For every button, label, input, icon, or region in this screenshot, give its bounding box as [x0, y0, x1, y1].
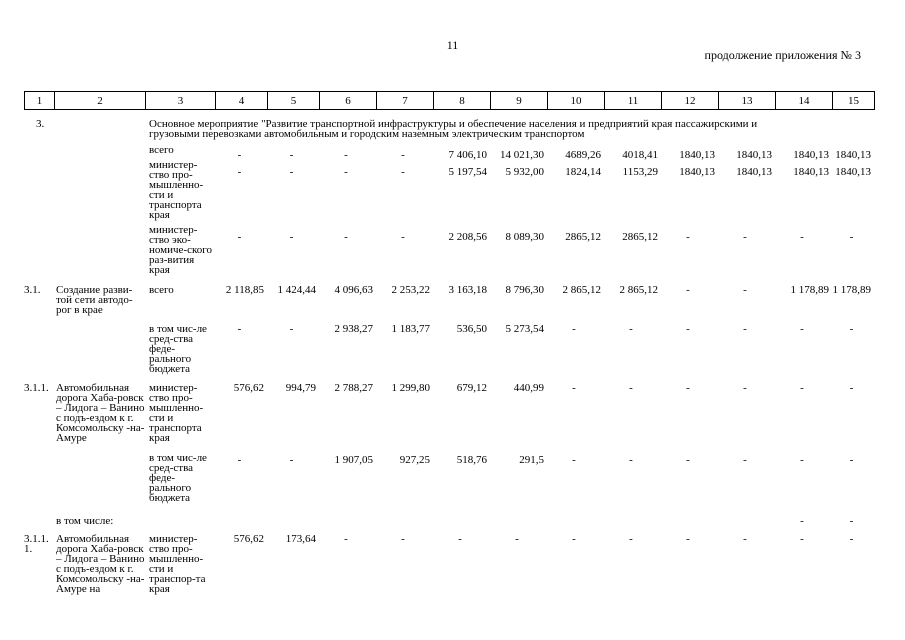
row-number: 3.1.1. — [24, 382, 49, 394]
value-cell: 2 253,22 — [391, 284, 430, 296]
value-cell: 4018,41 — [622, 149, 658, 161]
value-cell: 440,99 — [513, 382, 544, 394]
value-cell: - — [743, 284, 747, 296]
header-col: 9 — [491, 92, 548, 110]
value-cell: - — [849, 231, 854, 243]
funding-label: министер-ство про-мышленно-сти и транспорта края — [149, 382, 204, 444]
value-cell: - — [289, 231, 294, 243]
value-cell: - — [849, 454, 854, 466]
funding-label: всего — [149, 284, 174, 296]
value-cell: 576,62 — [233, 533, 264, 545]
row-number: 3.1.1. 1. — [24, 533, 49, 555]
value-cell: - — [344, 533, 348, 545]
funding-label: министер-ство эко-номиче-ского раз-вития края — [149, 224, 213, 276]
funding-label: всего — [149, 144, 174, 156]
value-cell: - — [743, 231, 747, 243]
header-col: 2 — [55, 92, 146, 110]
value-cell: 1 178,89 — [832, 284, 871, 296]
value-cell: - — [344, 149, 348, 161]
value-cell: 1 178,89 — [790, 284, 829, 296]
value-cell: - — [289, 323, 294, 335]
header-col: 12 — [662, 92, 719, 110]
value-cell: 173,64 — [285, 533, 316, 545]
value-cell: - — [629, 323, 633, 335]
funding-label: министер-ство про-мышленно-сти и транспор-та края — [149, 533, 206, 595]
value-cell: - — [289, 454, 294, 466]
value-cell: - — [849, 323, 854, 335]
value-cell: 3 163,18 — [448, 284, 487, 296]
value-cell: - — [237, 149, 242, 161]
value-cell: 1 299,80 — [391, 382, 430, 394]
value-cell: 1840,13 — [793, 149, 829, 161]
value-cell: - — [572, 454, 576, 466]
value-cell: - — [401, 231, 405, 243]
value-cell: 1153,29 — [622, 166, 658, 178]
value-cell: 1 907,05 — [334, 454, 373, 466]
value-cell: 518,76 — [456, 454, 487, 466]
item-name: Создание разви-той сети автодо-рог в крае — [56, 284, 133, 316]
value-cell: 4 096,63 — [334, 284, 373, 296]
value-cell: - — [629, 382, 633, 394]
value-cell: 5 273,54 — [505, 323, 544, 335]
value-cell: - — [401, 533, 405, 545]
value-cell: 291,5 — [519, 454, 544, 466]
value-cell: 536,50 — [456, 323, 487, 335]
value-cell: - — [743, 323, 747, 335]
value-cell: 1 183,77 — [391, 323, 430, 335]
value-cell: - — [237, 166, 242, 178]
value-cell: 5 932,00 — [505, 166, 544, 178]
value-cell: - — [289, 149, 294, 161]
value-cell: 1824,14 — [565, 166, 601, 178]
subsection-note: в том числе: — [56, 515, 114, 527]
value-cell: 7 406,10 — [448, 149, 487, 161]
value-cell: 1840,13 — [679, 149, 715, 161]
header-col: 15 — [833, 92, 875, 110]
value-cell: 2 208,56 — [448, 231, 487, 243]
value-cell: - — [629, 533, 633, 545]
value-cell: - — [800, 533, 804, 545]
value-cell: 2 865,12 — [562, 284, 601, 296]
value-cell: - — [686, 323, 690, 335]
value-cell: - — [401, 166, 405, 178]
value-cell: 679,12 — [456, 382, 487, 394]
value-cell: - — [572, 382, 576, 394]
value-cell: - — [686, 454, 690, 466]
value-cell: 2 118,85 — [225, 284, 264, 296]
column-number-header — [24, 91, 875, 110]
value-cell: - — [237, 323, 242, 335]
value-cell: - — [800, 454, 804, 466]
value-cell: - — [743, 454, 747, 466]
row-number: 3. — [36, 118, 45, 130]
value-cell: - — [800, 382, 804, 394]
value-cell: - — [237, 231, 242, 243]
value-cell: 994,79 — [285, 382, 316, 394]
value-cell: - — [686, 284, 690, 296]
value-cell: 2 938,27 — [334, 323, 373, 335]
value-cell: 2 865,12 — [619, 284, 658, 296]
value-cell: - — [515, 533, 519, 545]
header-col: 11 — [605, 92, 662, 110]
funding-label: в том чис-ле сред-ства феде-рального бюджета — [149, 323, 207, 375]
value-cell: - — [686, 533, 690, 545]
value-cell: - — [849, 382, 854, 394]
value-cell: 2865,12 — [565, 231, 601, 243]
value-cell: 576,62 — [233, 382, 264, 394]
value-cell: - — [849, 533, 854, 545]
value-cell: 2 788,27 — [334, 382, 373, 394]
value-cell: 4689,26 — [565, 149, 601, 161]
value-cell: 1840,13 — [793, 166, 829, 178]
item-name: Автомобильная дорога Хаба-ровск – Лидога – Ванино с подъ-ездом к г. Комсомольску -на-Амуре на — [56, 533, 145, 595]
value-cell: 8 796,30 — [505, 284, 544, 296]
value-cell: 1840,13 — [835, 166, 871, 178]
page-number: 11 — [446, 38, 459, 52]
value-cell: - — [743, 382, 747, 394]
value-cell: - — [849, 515, 854, 527]
value-cell: - — [686, 382, 690, 394]
header-col: 8 — [434, 92, 491, 110]
value-cell: - — [289, 166, 294, 178]
value-cell: 1840,13 — [736, 149, 772, 161]
value-cell: - — [344, 166, 348, 178]
value-cell: - — [237, 454, 242, 466]
value-cell: 1840,13 — [835, 149, 871, 161]
funding-label: министер-ство про-мышленно-сти и транспорта края — [149, 159, 204, 221]
header-col: 3 — [146, 92, 216, 110]
value-cell: - — [344, 231, 348, 243]
header-col: 13 — [719, 92, 776, 110]
value-cell: 1840,13 — [679, 166, 715, 178]
value-cell: - — [800, 323, 804, 335]
header-col: 1 — [25, 92, 55, 110]
value-cell: 8 089,30 — [505, 231, 544, 243]
section-title: грузовыми перевозками автомобильным и городским наземным электрическим транспортом — [149, 128, 585, 140]
value-cell: - — [743, 533, 747, 545]
value-cell: - — [458, 533, 462, 545]
header-col: 14 — [776, 92, 833, 110]
value-cell: 1 424,44 — [277, 284, 316, 296]
section-title: Основное мероприятие "Развитие транспортной инфраструктуры и обеспечение населения и предприятий края пассажирскими и — [149, 118, 758, 130]
value-cell: - — [629, 454, 633, 466]
row-number: 3.1. — [24, 284, 41, 296]
header-col: 7 — [377, 92, 434, 110]
continuation-note: продолжение приложения № 3 — [704, 48, 861, 62]
value-cell: 14 021,30 — [500, 149, 544, 161]
value-cell: - — [800, 231, 804, 243]
value-cell: - — [401, 149, 405, 161]
value-cell: 1840,13 — [736, 166, 772, 178]
value-cell: - — [572, 323, 576, 335]
value-cell: 927,25 — [399, 454, 430, 466]
item-name: Автомобильная дорога Хаба-ровск – Лидога – Ванино с подъ-ездом к г. Комсомольску -на-Амуре — [56, 382, 145, 444]
header-col: 5 — [268, 92, 320, 110]
header-col: 6 — [320, 92, 377, 110]
header-col: 10 — [548, 92, 605, 110]
value-cell: - — [686, 231, 690, 243]
funding-label: в том чис-ле сред-ства феде-рального бюджета — [149, 452, 207, 504]
value-cell: 2865,12 — [622, 231, 658, 243]
value-cell: - — [800, 515, 804, 527]
value-cell: - — [572, 533, 576, 545]
header-col: 4 — [216, 92, 268, 110]
value-cell: 5 197,54 — [448, 166, 487, 178]
